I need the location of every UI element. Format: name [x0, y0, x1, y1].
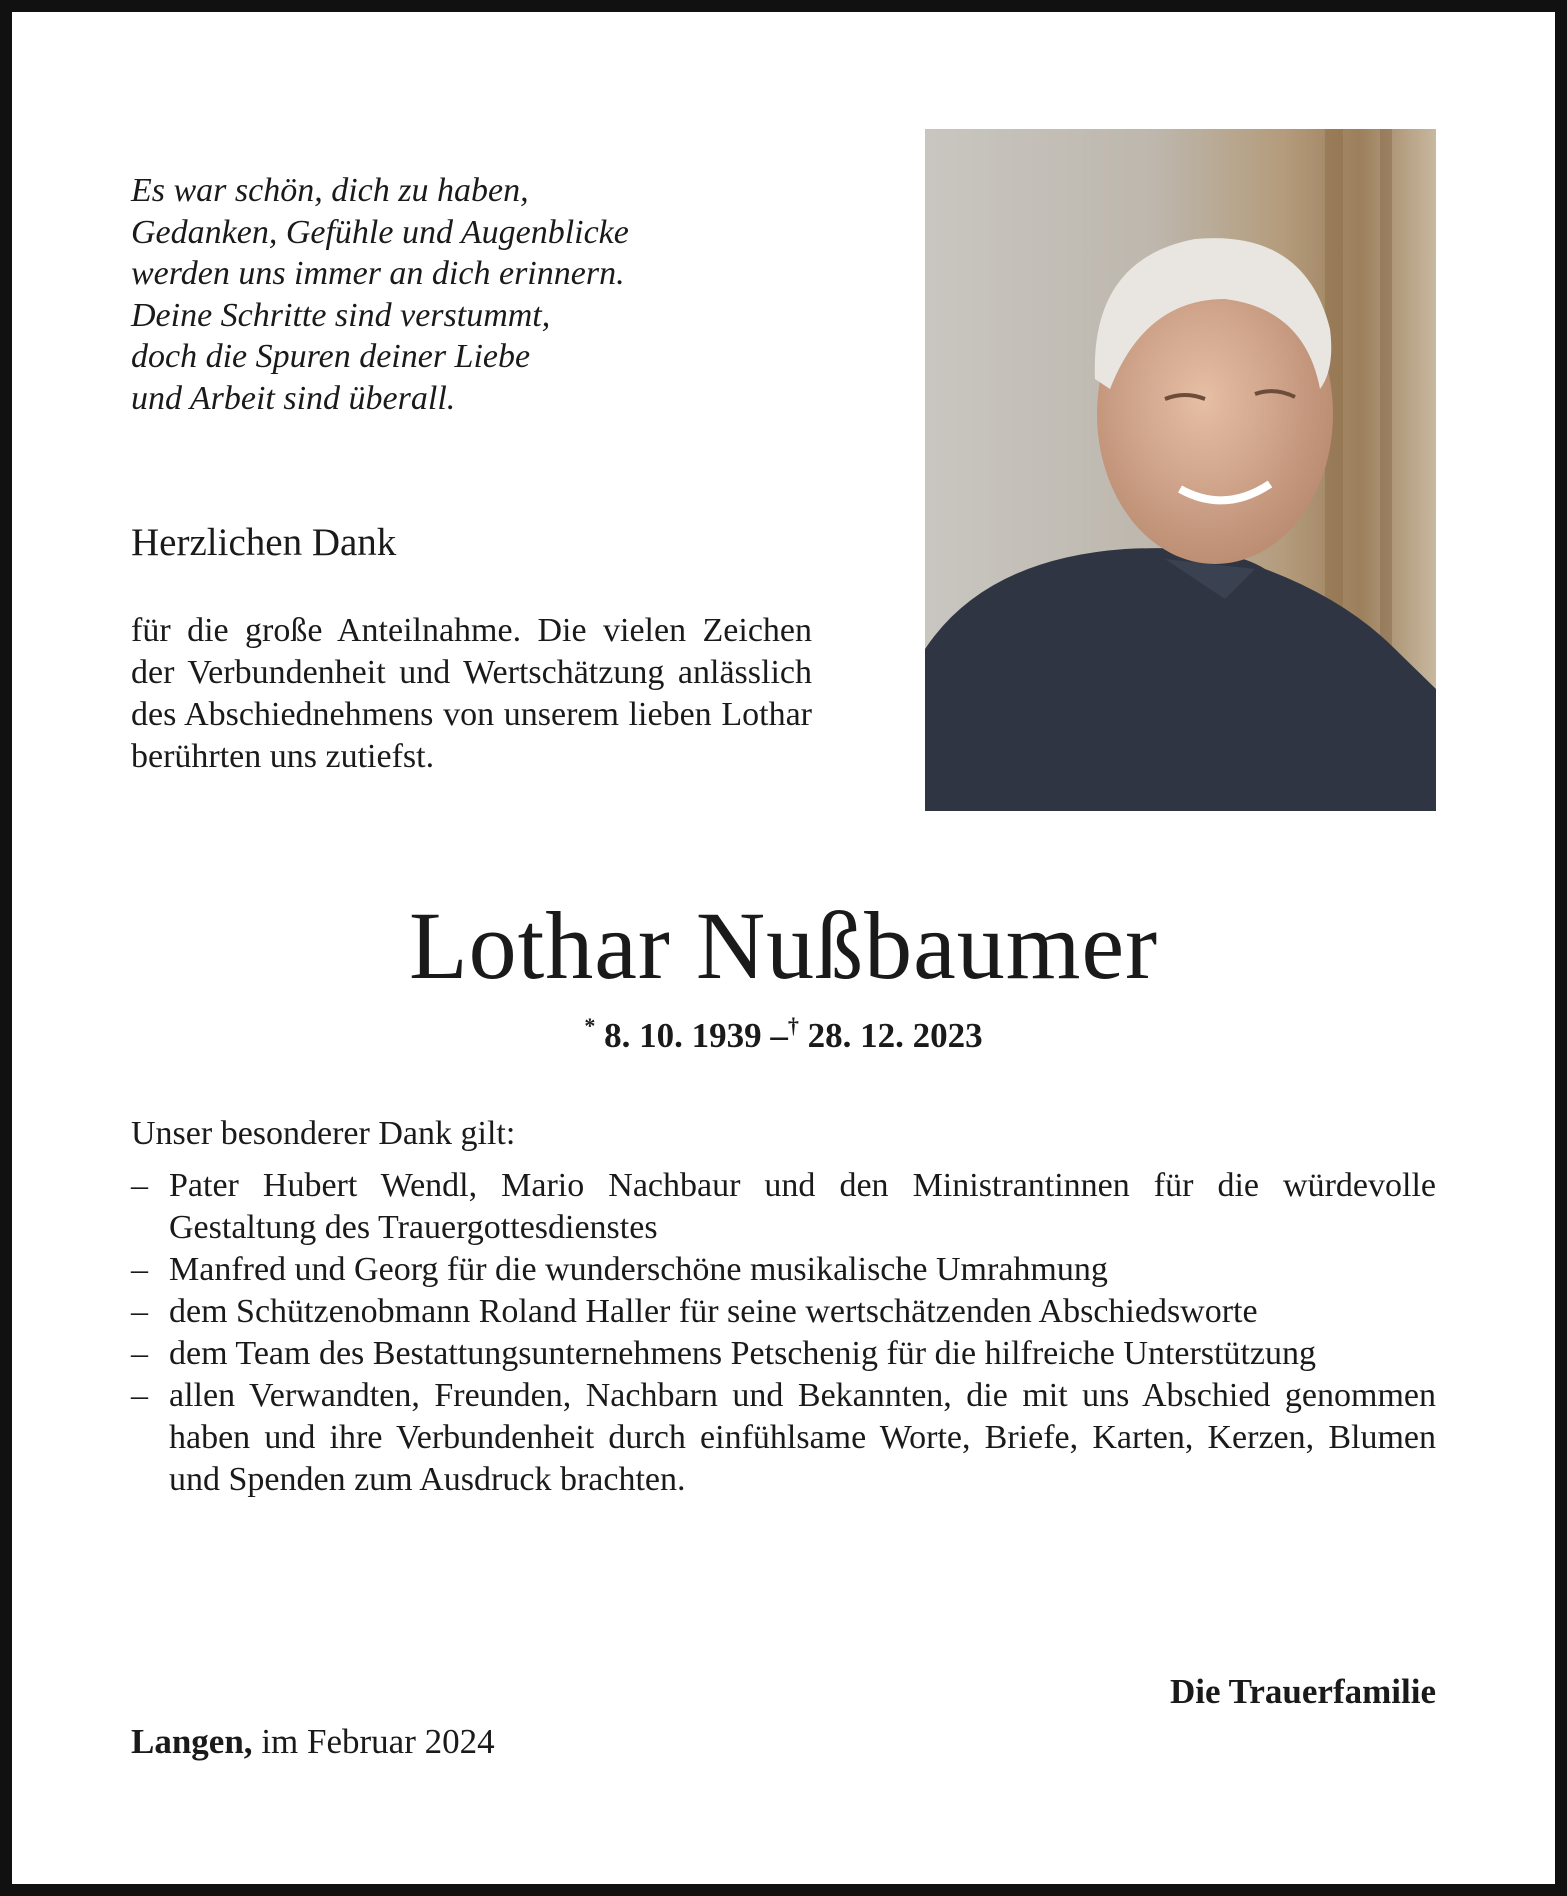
list-item: [131, 1249, 1436, 1291]
list-item-text: Manfred und Georg für die wunderschöne musikalische Umrahmung: [169, 1251, 1108, 1288]
special-thanks-list: [131, 1165, 1436, 1501]
list-item: [131, 1333, 1436, 1375]
poem-line: Deine Schritte sind verstummt,: [131, 296, 551, 334]
thanks-paragraph: für die große Anteilnahme. Die vielen Zeichen der Verbundenheit und Wertschätzung anlässlich des Abschiednehmens von unserem lieben Lothar berührten uns zutiefst.: [131, 612, 812, 775]
list-dash: –: [131, 1377, 148, 1414]
list-item-text: allen Verwandten, Freunden, Nachbarn und Bekannten, die mit uns Abschied genommen haben und ihre Verbundenheit durch einfühlsame Worte, Briefe, Karten, Kerzen, Blumen und Spenden zum Ausdruck brachten.: [169, 1377, 1436, 1498]
poem: [131, 170, 831, 419]
poem-line: werden uns immer an dich erinnern.: [131, 255, 625, 292]
portrait-photo-icon: [925, 129, 1436, 811]
list-dash: –: [131, 1167, 148, 1204]
signature: Die Trauerfamilie: [1170, 1672, 1436, 1711]
list-item: [131, 1291, 1436, 1333]
list-item-text: dem Team des Bestattungsunternehmens Petschenig für die hilfreiche Unterstützung: [169, 1335, 1317, 1372]
poem-line: und Arbeit sind überall.: [131, 379, 456, 417]
date-separator: –: [770, 1016, 788, 1055]
life-dates: [0, 1013, 1567, 1056]
list-dash: –: [131, 1251, 148, 1288]
poem-line: doch die Spuren deiner Liebe: [131, 338, 531, 375]
list-item: [131, 1375, 1436, 1501]
list-item-text: Pater Hubert Wendl, Mario Nachbaur und den Ministrantinnen für die würdevolle Gestaltung des Trauergottesdienstes: [169, 1167, 1436, 1246]
deceased-name: Lothar Nußbaumer: [408, 892, 1159, 999]
list-dash: –: [131, 1335, 148, 1372]
place-date: [131, 1722, 495, 1762]
death-date: 28. 12. 2023: [807, 1016, 983, 1055]
place-month: im Februar 2024: [261, 1722, 495, 1761]
thanks-heading: Herzlichen Dank: [131, 521, 397, 564]
poem-line: Es war schön, dich zu haben,: [131, 172, 529, 209]
special-thanks-intro: Unser besonderer Dank gilt:: [131, 1115, 516, 1152]
poem-line: Gedanken, Gefühle und Augenblicke: [131, 213, 629, 251]
list-item-text: dem Schützenobmann Roland Haller für seine wertschätzenden Abschiedsworte: [169, 1293, 1258, 1330]
birth-symbol: *: [584, 1013, 596, 1038]
portrait-photo: [925, 129, 1436, 811]
place-town: Langen,: [131, 1722, 253, 1761]
death-symbol: †: [787, 1013, 799, 1038]
list-item: [131, 1165, 1436, 1249]
birth-date: 8. 10. 1939: [604, 1016, 762, 1055]
list-dash: –: [131, 1293, 148, 1330]
